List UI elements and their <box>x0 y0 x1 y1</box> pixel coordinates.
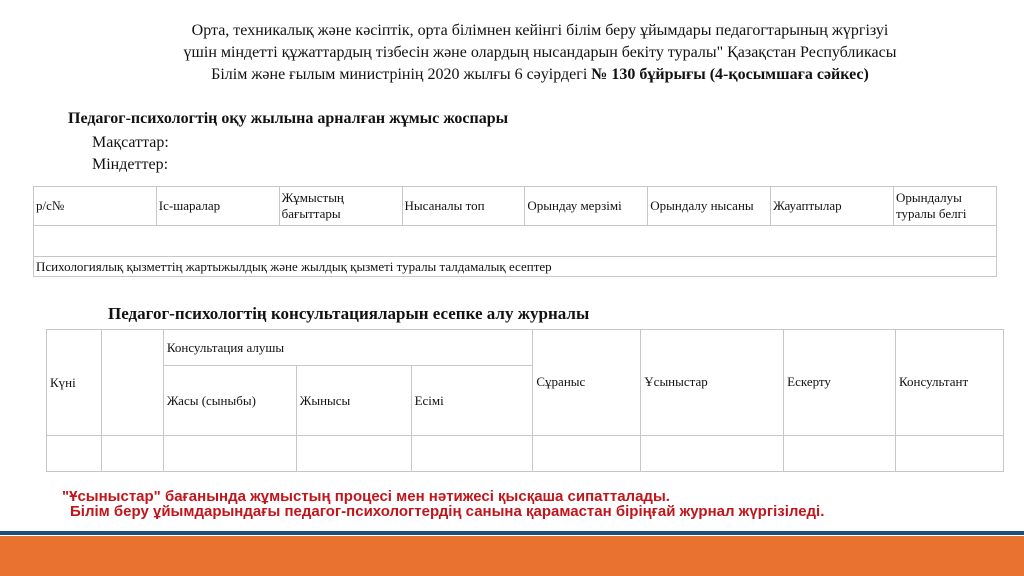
plan-table-header-row <box>34 187 997 226</box>
journal-blank-cell <box>896 436 1004 472</box>
footnote-recommendations: "Ұсыныстар" бағанында жұмыстың процесі мен нәтижесі қысқаша сипатталады. <box>62 488 670 505</box>
header-line-1: Орта, техникалық және кәсіптік, орта білімнен кейінгі білім беру ұйымдары педагогтарының жүргізуі <box>191 22 889 39</box>
header-order-number: № 130 бұйрығы (4-қосымшаға сәйкес) <box>591 66 869 83</box>
journal-blank-cell <box>296 436 411 472</box>
header-line-2: үшін міндетті құжаттардың тізбесін және олардың нысандарын бекіту туралы" Қазақстан Республикасы <box>183 44 897 61</box>
journal-blank-cell <box>784 436 896 472</box>
journal-col-gender: Жынысы <box>296 366 411 436</box>
journal-table <box>46 329 1004 472</box>
journal-header-row-1 <box>47 330 1004 366</box>
journal-blank-cell <box>641 436 784 472</box>
plan-note-cell: Психологиялық қызметтің жартыжылдық және жылдық қызметі туралы талдамалық есептер <box>34 257 997 277</box>
journal-col-consultant: Консультант <box>896 330 1004 436</box>
journal-empty-header-cell <box>101 330 163 436</box>
journal-col-request: Сұраныс <box>533 330 641 436</box>
plan-col-deadline: Орындау мерзімі <box>525 187 648 226</box>
plan-col-directions: Жұмыстың бағыттары <box>279 187 402 226</box>
plan-col-mark: Орындалуы туралы белгі <box>894 187 997 226</box>
plan-col-target-group: Нысаналы топ <box>402 187 525 226</box>
journal-col-age: Жасы (сыныбы) <box>163 366 296 436</box>
plan-col-activities: Іс-шаралар <box>156 187 279 226</box>
plan-title: Педагог-психологтің оқу жылына арналған жұмыс жоспары <box>68 110 509 127</box>
journal-col-note: Ескерту <box>784 330 896 436</box>
document-header <box>90 20 990 86</box>
journal-title: Педагог-психологтің консультацияларын есепке алу журналы <box>108 304 590 323</box>
journal-blank-row <box>47 436 1004 472</box>
journal-col-recommend: Ұсыныстар <box>641 330 784 436</box>
plan-col-responsible: Жауаптылар <box>771 187 894 226</box>
plan-col-number: р/с№ <box>34 187 157 226</box>
footer-orange-bar <box>0 536 1024 576</box>
footnote-single-journal: Білім беру ұйымдарындағы педагог-психологтердің санына қарамастан біріңғай журнал жүргізіледі. <box>70 503 825 520</box>
journal-blank-cell <box>411 436 533 472</box>
plan-table-blank-row <box>34 226 997 257</box>
goals-label: Мақсаттар: <box>92 134 169 151</box>
header-line-3-plain: Білім және ғылым министрінің 2020 жылғы 6 сәуірдегі <box>211 66 592 83</box>
header-line-3 <box>90 64 990 86</box>
tasks-label: Міндеттер: <box>92 156 169 173</box>
plan-col-form: Орындалу нысаны <box>648 187 771 226</box>
journal-blank-cell <box>163 436 296 472</box>
plan-table <box>33 186 997 277</box>
journal-blank-cell <box>47 436 102 472</box>
journal-col-day: Күні <box>47 330 102 436</box>
plan-blank-cell <box>34 226 997 257</box>
footer-blue-bar <box>0 531 1024 535</box>
journal-blank-cell <box>533 436 641 472</box>
journal-col-group: Консультация алушы <box>163 330 533 366</box>
journal-col-name: Есімі <box>411 366 533 436</box>
journal-blank-cell <box>101 436 163 472</box>
plan-table-note-row <box>34 257 997 277</box>
